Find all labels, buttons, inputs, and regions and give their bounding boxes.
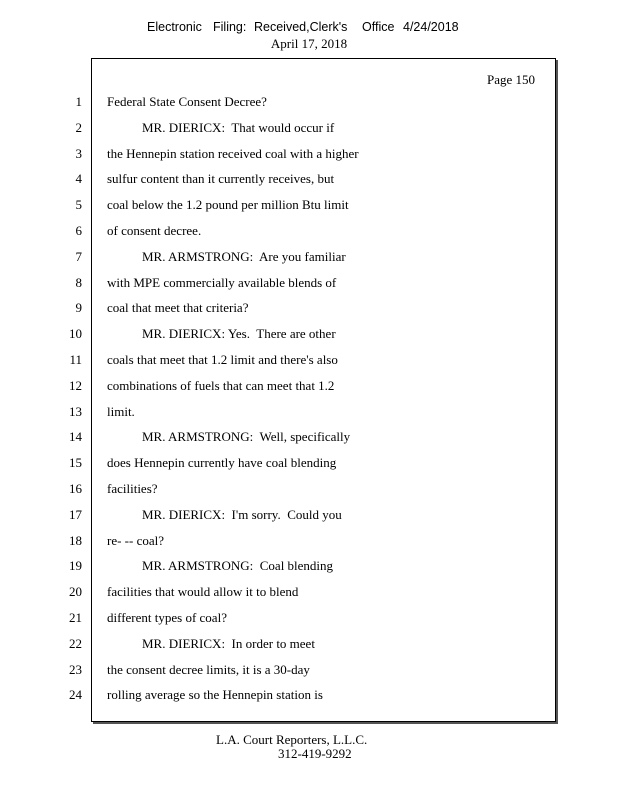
line-text: MR. DIERICX: In order to meet (142, 635, 315, 651)
line-text: MR. ARMSTRONG: Well, specifically (142, 429, 351, 445)
line-text: MR. DIERICX: I'm sorry. Could you (142, 506, 342, 522)
line-text: does Hennepin currently have coal blending (107, 455, 337, 471)
line-text: the consent decree limits, it is a 30-day (107, 661, 310, 677)
line-number: 5 (75, 197, 82, 213)
line-text: facilities? (107, 481, 158, 496)
line-text: combinations of fuels that can meet that 1.2 (107, 377, 335, 393)
line-number: 13 (69, 403, 82, 419)
line-text: facilities that would allow it to blend (107, 584, 299, 600)
page-number: Page 150 (487, 72, 536, 87)
footer-company: L.A. Court Reporters, L.L.C. (216, 732, 368, 747)
line-text: sulfur content than it currently receives, but (107, 171, 335, 187)
line-text: re- -- coal? (107, 532, 165, 548)
line-text: coals that meet that 1.2 limit and there's also (107, 352, 338, 367)
line-number: 22 (69, 635, 82, 651)
line-text: MR. ARMSTRONG: Coal blending (142, 558, 334, 574)
line-text: different types of coal? (107, 610, 227, 625)
line-number: 6 (75, 223, 82, 238)
stamp-received: Received,Clerk's (254, 20, 348, 34)
line-number: 3 (75, 145, 82, 161)
line-number: 7 (75, 248, 82, 264)
line-number: 16 (69, 481, 82, 496)
line-text: coal below the 1.2 pound per million Btu limit (107, 197, 349, 213)
line-number: 8 (75, 274, 82, 290)
footer-phone: 312-419-9292 (278, 746, 352, 761)
stamp-office: Office (362, 20, 395, 34)
line-number: 21 (69, 610, 82, 625)
stamp-electronic: Electronic (147, 20, 202, 34)
line-text: limit. (107, 403, 135, 419)
line-text: the Hennepin station received coal with a higher (107, 145, 359, 161)
line-text: Federal State Consent Decree? (107, 94, 267, 109)
line-number: 23 (69, 661, 82, 677)
line-number: 15 (69, 455, 82, 471)
transcript-date: April 17, 2018 (270, 36, 348, 51)
line-number: 18 (69, 532, 82, 548)
line-number: 1 (75, 94, 82, 109)
line-text: MR. DIERICX: Yes. There are other (142, 326, 336, 342)
stamp-filing: Filing: (213, 20, 247, 34)
line-number: 10 (69, 326, 82, 342)
line-number: 12 (69, 377, 82, 393)
line-text: MR. DIERICX: That would occur if (142, 119, 335, 135)
line-text: of consent decree. (107, 223, 202, 238)
line-text: with MPE commercially available blends of (107, 274, 337, 290)
line-number: 2 (75, 119, 82, 135)
line-number: 4 (75, 171, 82, 187)
line-text: coal that meet that criteria? (107, 300, 249, 316)
line-number: 17 (69, 506, 82, 522)
line-text: rolling average so the Hennepin station is (107, 687, 323, 703)
line-number: 19 (69, 558, 82, 574)
line-number: 24 (69, 687, 82, 703)
line-number: 20 (69, 584, 82, 600)
line-number: 9 (75, 300, 82, 316)
line-number: 14 (69, 429, 82, 445)
line-number: 11 (69, 352, 82, 367)
stamp-date: 4/24/2018 (403, 20, 459, 34)
line-text: MR. ARMSTRONG: Are you familiar (142, 248, 346, 264)
